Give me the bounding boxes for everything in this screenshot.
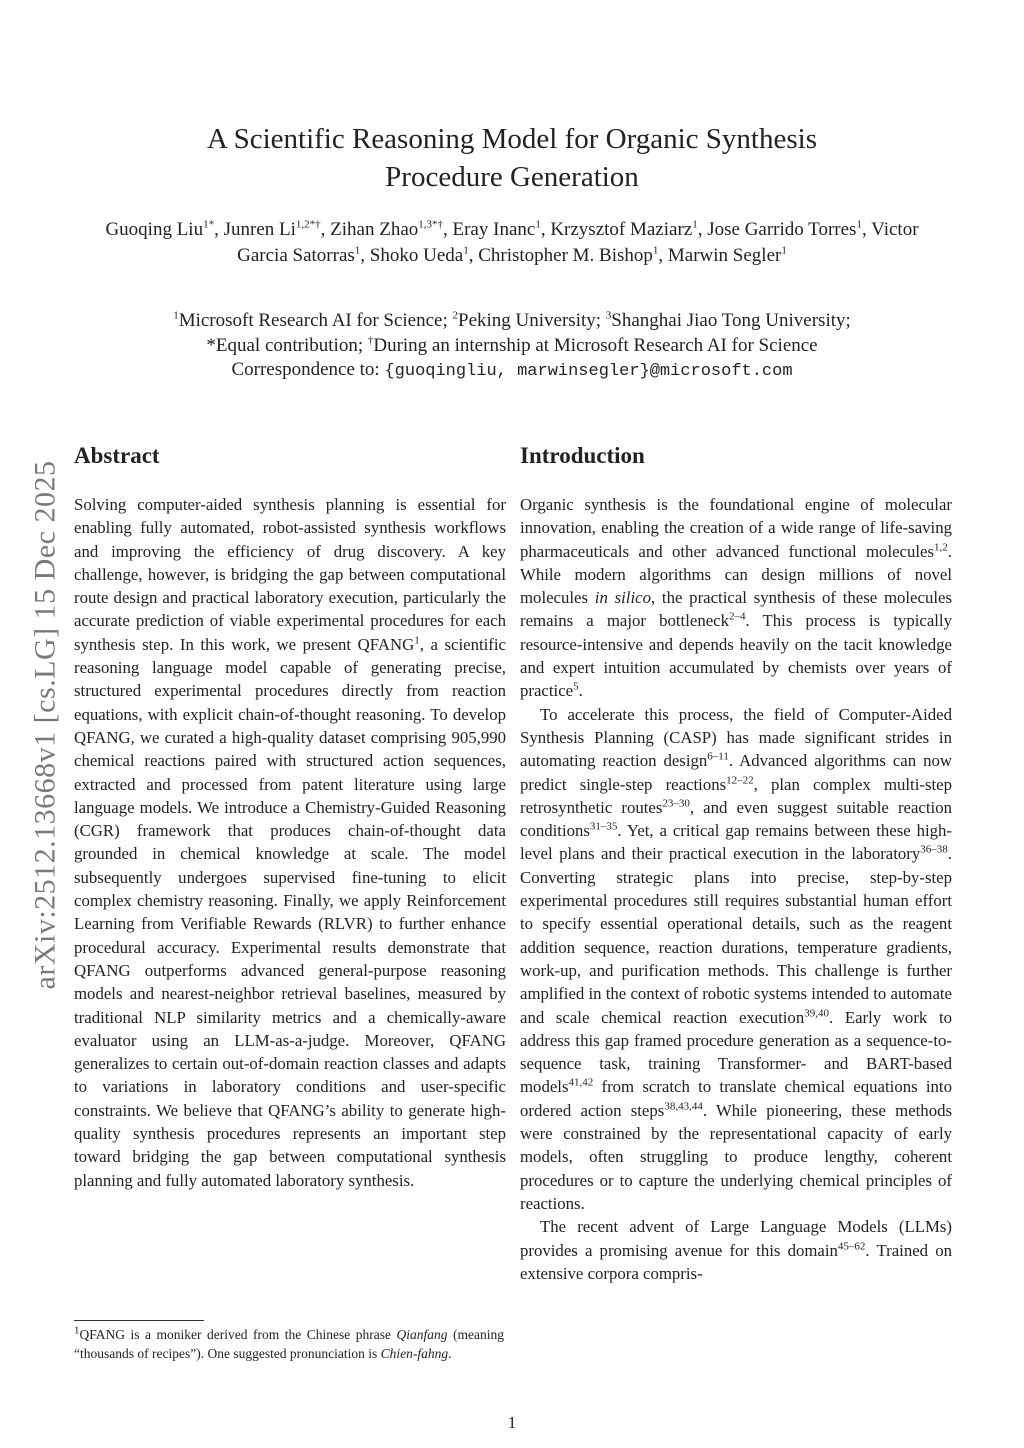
intro-paragraph-3: The recent advent of Large Language Models (LLMs) provides a promising avenue for this domain$^{45-62}$. Trained on extensive corpora compris- — [520, 1217, 953, 1283]
affiliation-line: $^1$Microsoft Research AI for Science; $^2$Peking University; $^3$Shanghai Jiao Tong University; — [173, 309, 851, 331]
arxiv-identifier — [22, 425, 68, 1025]
page-number: 1 — [507, 1413, 517, 1432]
citation[interactable]: 41,42 — [568, 1076, 594, 1089]
author: Shoko Ueda$^1$ — [369, 244, 469, 266]
correspondence: Correspondence to: {guoqingliu, marwinsegler}@microsoft.com — [231, 359, 793, 381]
author-list: Guoqing Liu$^{1*}$, Junren $Li^{1,2*\dagger}$, Zihan Zhao$^{1,3*\dagger}$, Eray Inanc$^1$, Krzysztof Maziarz$^1$, Jose Garrido Torres$^1$, Victor Garcia Satorras$^1$, Shoko Ueda$^1$, Christopher M. Bishop$^1$, Marwin Segler$^1$ — [105, 218, 919, 266]
citation[interactable]: 5 — [573, 680, 579, 693]
author: Guoqing Liu$^{1*}$ — [105, 218, 215, 240]
correspondence-email[interactable]: {guoqingliu, marwinsegler}@microsoft.com — [384, 362, 793, 381]
contribution-note: *Equal contribution; †During an internship at Microsoft Research AI for Science — [206, 334, 818, 356]
arxiv-identifier-text: arXiv:2512.13668v1 [cs.LG] 15 Dec 2025 — [28, 460, 61, 990]
author: Marwin Segler$^1$ — [667, 244, 787, 266]
paper-title — [100, 120, 924, 196]
author: Junren $Li^{1,2*\dagger}$ — [223, 218, 321, 240]
footnote-rule — [74, 1320, 204, 1321]
author: Zihan Zhao$^{1,3*\dagger}$ — [330, 218, 443, 240]
citation[interactable]: 45–62 — [837, 1239, 866, 1252]
author: Eray Inanc$^1$ — [452, 218, 541, 240]
abstract-column — [74, 443, 506, 1192]
author: Christopher M. Bishop$^1$ — [478, 244, 659, 266]
introduction-heading: Introduction — [520, 443, 645, 468]
author: Krzysztof Maziarz$^1$ — [550, 218, 698, 240]
citation[interactable]: 1,2 — [934, 541, 948, 553]
title-line-2: Procedure Generation — [385, 161, 639, 193]
citation[interactable]: 6–11 — [707, 750, 729, 763]
citation[interactable]: 12–22 — [726, 773, 754, 786]
citation[interactable]: 2–4 — [729, 610, 746, 623]
introduction-column — [520, 443, 952, 1285]
citation[interactable]: 39,40 — [804, 1006, 829, 1019]
abstract-text: Solving computer-aided synthesis planning is essential for enabling fully automated, robot-assisted synthesis workflows and improving the efficiency of drug discovery. A key challenge, however, is bridging the gap between computational route design and practical laboratory execution, particularly the accurate prediction of viable experimental procedures for each synthesis step. In this work, we present QFANG$^1$, a scientific reasoning language model capable of generating precise, structured experimental procedures directly from reaction equations, with explicit chain-of-thought reasoning. To develop QFANG, we curated a high-quality dataset comprising 905,990 chemical reactions paired with structured action sequences, extracted and processed from patent literature using large language models. We introduce a Chemistry-Guided Reasoning (CGR) framework that produces chain-of-thought data grounded in chemical knowledge at scale. The model subsequently undergoes supervised fine-tuning to elicit complex chemistry reasoning. Finally, we apply Reinforcement Learning from Verifiable Rewards (RLVR) to further enhance procedural accuracy. Experimental results demonstrate that QFANG outperforms advanced general-purpose reasoning models and nearest-neighbor retrieval baselines, measured by traditional NLP similarity metrics and a chemically-aware evaluator using an LLM-as-a-judge. Moreover, QFANG generalizes to certain out-of-domain reaction classes and adapts to variations in laboratory conditions and user-specific constraints. We believe that QFANG’s ability to generate high-quality synthesis procedures represents an important step toward bridging the gap between computational synthesis planning and fully automated laboratory synthesis. — [74, 495, 506, 1190]
citation[interactable]: 23–30 — [662, 797, 690, 810]
author: Jose Garrido Torres$^1$ — [707, 218, 862, 240]
citation[interactable]: 36–38 — [920, 843, 948, 856]
intro-paragraph-1: Organic synthesis is the foundational engine of molecular innovation, enabling the creation of a wide range of life-saving pharmaceuticals and other advanced functional molecules$^{1,2}$. While modern algorithms can design millions of novel molecules in silico, the practical synthesis of these molecules remains a major bottleneck$^{2-4}$. This process is typically resource-intensive and depends heavily on the tacit knowledge and expert intuition accumulated by chemists over years of practice$^5$. — [520, 495, 952, 701]
footnote-ref[interactable]: 1 — [414, 634, 420, 647]
title-line-1: A Scientific Reasoning Model for Organic Synthesis — [207, 123, 817, 155]
intro-paragraph-2: To accelerate this process, the field of Computer-Aided Synthesis Planning (CASP) has made significant strides in automating reaction design$^{6-11}$. Advanced algorithms can now predict single-step reactions$^{12-22}$, plan complex multi-step retrosynthetic routes$^{23-30}$, and even suggest suitable reaction conditions$^{31-35}$. Yet, a critical gap remains between these high-level plans and their practical execution in the laboratory$^{36-38}$. Converting strategic plans into precise, step-by-step experimental procedures still requires substantial human effort to specify essential operational details, such as the reagent addition sequence, reaction durations, temperature gradients, work-up, and purification methods. This challenge is further amplified in the context of robotic systems intended to automate and scale chemical reaction execution$^{39,40}$. Early work to address this gap framed procedure generation as a sequence-to-sequence task, training Transformer- and BART-based models$^{41,42}$ from scratch to translate chemical equations into ordered action steps$^{38,43,44}$. While pioneering, these methods were constrained by the representational capacity of early models, often struggling to produce lengthy, coherent procedures or to capture the underlying chemical principles of reactions. — [520, 704, 953, 1213]
footnote: $^1$QFANG is a moniker derived from the Chinese phrase Qianfang (meaning “thousands of recipes”). One suggested pronunciation is Chien-fahng. — [74, 1324, 505, 1361]
abstract-heading: Abstract — [74, 443, 160, 468]
citation[interactable]: 38,43,44 — [664, 1100, 703, 1113]
citation[interactable]: 31–35 — [589, 820, 618, 833]
affiliations — [100, 309, 924, 385]
author: Victor Garcia Satorras$^1$ — [237, 219, 919, 266]
